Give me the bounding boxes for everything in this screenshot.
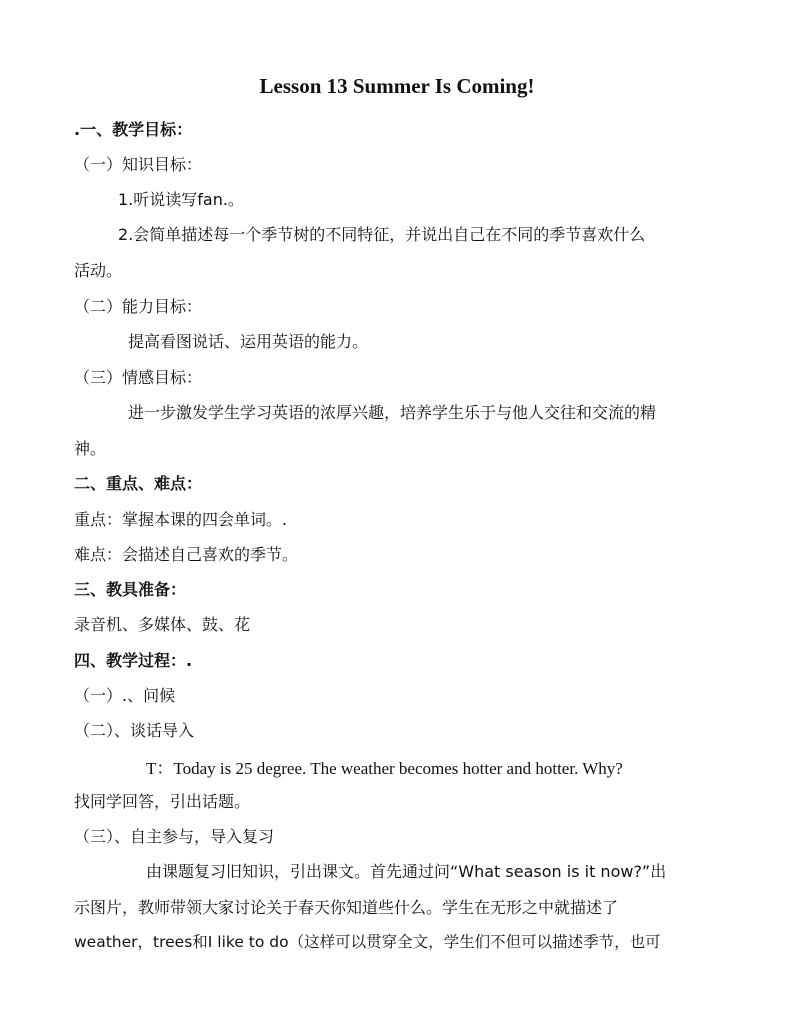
teacher-dialogue: T：Today is 25 degree. The weather becomes hotter and hotter. Why? (146, 759, 623, 778)
subheading-emotion: （三）情感目标： (74, 368, 203, 387)
section-heading-materials: 三、教具准备： (74, 580, 187, 599)
knowledge-item-2: 2.会简单描述每一个季节树的不同特征，并说出自己在不同的季节喜欢什么 (118, 225, 646, 244)
section-heading-process: 四、教学过程：. (74, 651, 193, 670)
process-step-1: （一）.、问候 (74, 686, 176, 705)
emotion-text-cont: 神。 (74, 439, 107, 458)
subheading-knowledge: （一）知识目标： (74, 155, 203, 174)
key-point: 重点：掌握本课的四会单词。. (74, 510, 288, 529)
knowledge-item-2-cont: 活动。 (74, 261, 123, 280)
review-paragraph-line-1: 由课题复习旧知识，引出课文。首先通过问“What season is it now?”出 (146, 862, 667, 881)
emotion-text: 进一步激发学生学习英语的浓厚兴趣，培养学生乐于与他人交往和交流的精 (128, 403, 657, 422)
process-step-3: （三）、自主参与，导入复习 (74, 827, 275, 846)
materials-list: 录音机、多媒体、鼓、花 (74, 615, 251, 634)
process-step-2: （二）、谈话导入 (74, 721, 195, 740)
review-paragraph-line-2: 示图片，教师带领大家讨论关于春天你知道些什么。学生在无形之中就描述了 (74, 898, 619, 917)
dialogue-note: 找同学回答，引出话题。 (74, 792, 251, 811)
review-paragraph-line-3: weather，trees和I like to do（这样可以贯穿全文，学生们不但可以描述季节，也可 (74, 933, 661, 951)
ability-text: 提高看图说话、运用英语的能力。 (128, 332, 369, 351)
lesson-title: Lesson 13 Summer Is Coming! (259, 74, 535, 98)
section-heading-keypoints: 二、重点、难点： (74, 474, 203, 493)
knowledge-item-1: 1.听说读写fan.。 (118, 190, 244, 209)
difficult-point: 难点：会描述自己喜欢的季节。 (74, 545, 299, 564)
subheading-ability: （二）能力目标： (74, 297, 203, 316)
section-heading-objectives: .一、教学目标： (74, 120, 193, 139)
